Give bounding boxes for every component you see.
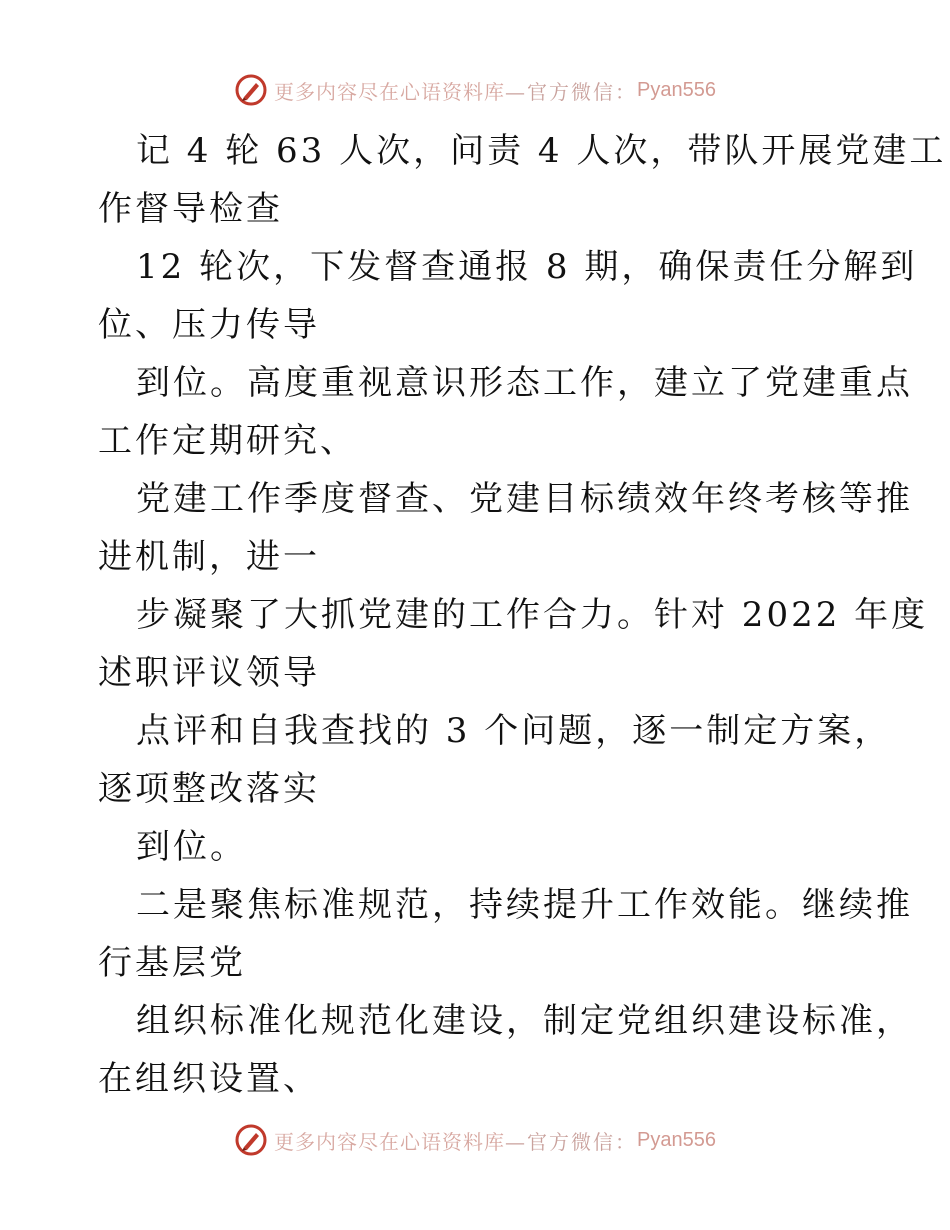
banner-contact-id: Pyan556 — [637, 1128, 716, 1151]
body-line: 进机制，进一 — [98, 537, 320, 577]
body-line: 党建工作季度督查、党建目标绩效年终考核等推 — [136, 479, 913, 519]
banner-main-text: 更多内容尽在心语资料库 — [274, 1129, 506, 1154]
body-line: 记 4 轮 63 人次，问责 4 人次，带队开展党建工 — [136, 131, 947, 171]
body-line: 述职评议领导 — [98, 653, 320, 693]
body-line: 步凝聚了大抓党建的工作合力。针对 2022 年度 — [136, 595, 929, 635]
body-line: 点评和自我查找的 3 个问题，逐一制定方案， — [136, 711, 892, 751]
body-line: 作督导检查 — [98, 189, 283, 229]
banner-contact-text: —官方微信： — [505, 1129, 638, 1154]
header-banner — [0, 70, 950, 110]
body-line: 位、压力传导 — [98, 305, 320, 345]
body-line: 逐项整改落实 — [98, 769, 320, 809]
body-line: 12 轮次，下发督查通报 8 期，确保责任分解到 — [136, 247, 918, 287]
banner-contact-text: —官方微信： — [505, 79, 638, 104]
footer-banner — [0, 1120, 950, 1160]
body-line: 到位。高度重视意识形态工作，建立了党建重点 — [136, 363, 913, 403]
document-body — [98, 122, 947, 1108]
body-line: 工作定期研究、 — [98, 421, 357, 461]
body-line: 在组织设置、 — [98, 1059, 320, 1099]
body-line: 组织标准化规范化建设，制定党组织建设标准， — [136, 1001, 913, 1041]
body-line: 到位。 — [136, 827, 247, 867]
body-line: 行基层党 — [98, 943, 246, 983]
banner-contact-id: Pyan556 — [637, 78, 716, 101]
pen-logo-icon — [234, 73, 268, 107]
body-line: 二是聚焦标准规范，持续提升工作效能。继续推 — [136, 885, 913, 925]
banner-main-text: 更多内容尽在心语资料库 — [274, 79, 506, 104]
pen-logo-icon — [234, 1123, 268, 1157]
